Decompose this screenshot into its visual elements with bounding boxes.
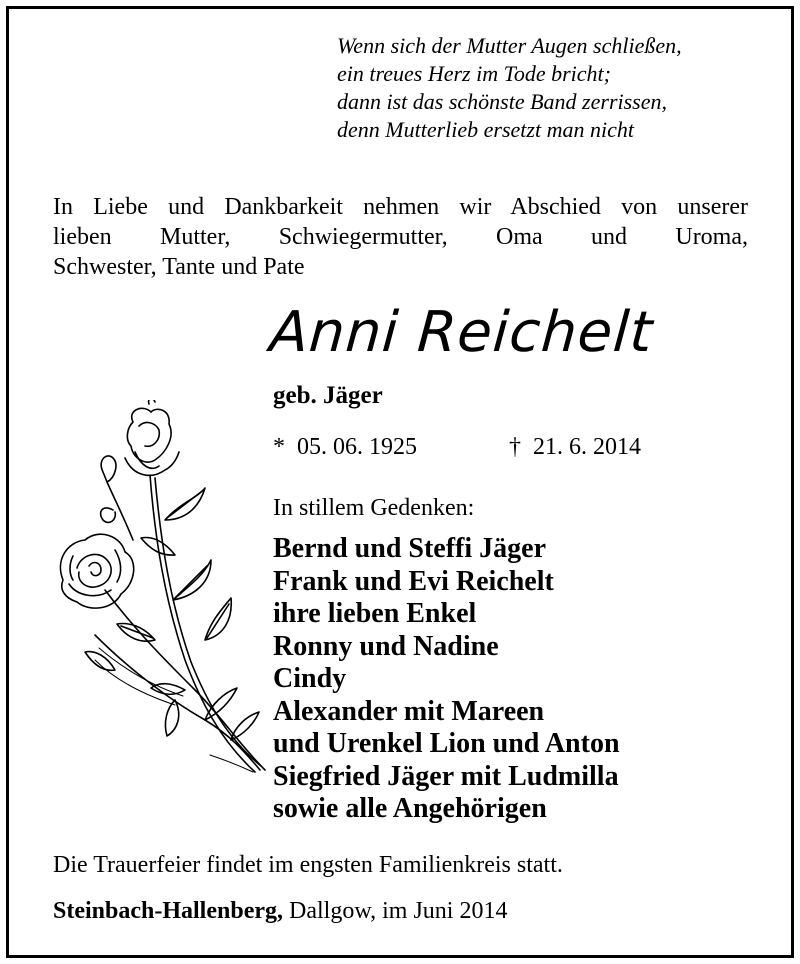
mourner-line: ihre lieben Enkel [273,598,477,629]
birth-symbol: * [273,434,285,460]
memoriam-label: In stillem Gedenken: [273,495,475,521]
place-bold: Steinbach-Hallenberg, [53,898,284,924]
mourner-line: und Urenkel Lion und Anton [273,728,620,759]
mourner-line: Bernd und Steffi Jäger [273,533,546,564]
death-date-group [509,434,641,461]
poem-line: denn Mutterlieb ersetzt man nicht [337,117,634,142]
mourner-line: sowie alle Angehörigen [273,793,547,824]
birth-date-group [273,434,417,460]
mourner-line: Alexander mit Mareen [273,695,545,727]
ceremony-note: Die Trauerfeier findet im engsten Familienkreis statt. [53,852,563,878]
poem-line: dann ist das schönste Band zerrissen, [337,89,667,114]
intro-text [53,192,748,282]
birth-name: geb. Jäger [273,382,383,409]
poem [337,32,777,144]
poem-line: Wenn sich der Mutter Augen schließen, [337,33,682,58]
death-date: 21. 6. 2014 [533,434,641,460]
death-symbol: † [509,434,521,460]
life-dates [273,434,641,461]
intro-line: In Liebe und Dankbarkeit nehmen wir Abschied von unserer [53,194,748,220]
poem-line: ein treues Herz im Tode bricht; [337,61,611,86]
birth-date: 05. 06. 1925 [297,434,417,460]
mourner-line: Cindy [273,663,347,694]
rose-illustration [55,400,270,780]
place-rest: Dallgow, im Juni 2014 [283,898,508,924]
intro-line: Schwester, Tante und Pate [53,254,305,280]
deceased-name: Anni Reichelt [267,300,656,365]
mourner-line: Siegfried Jäger mit Ludmilla [273,760,619,792]
mourner-line: Ronny und Nadine [273,630,499,662]
place-date [53,898,507,925]
mourners-list [273,533,620,826]
intro-line: lieben Mutter, Schwiegermutter, Oma und Uroma, [53,224,748,250]
mourner-line: Frank und Evi Reichelt [273,565,554,597]
